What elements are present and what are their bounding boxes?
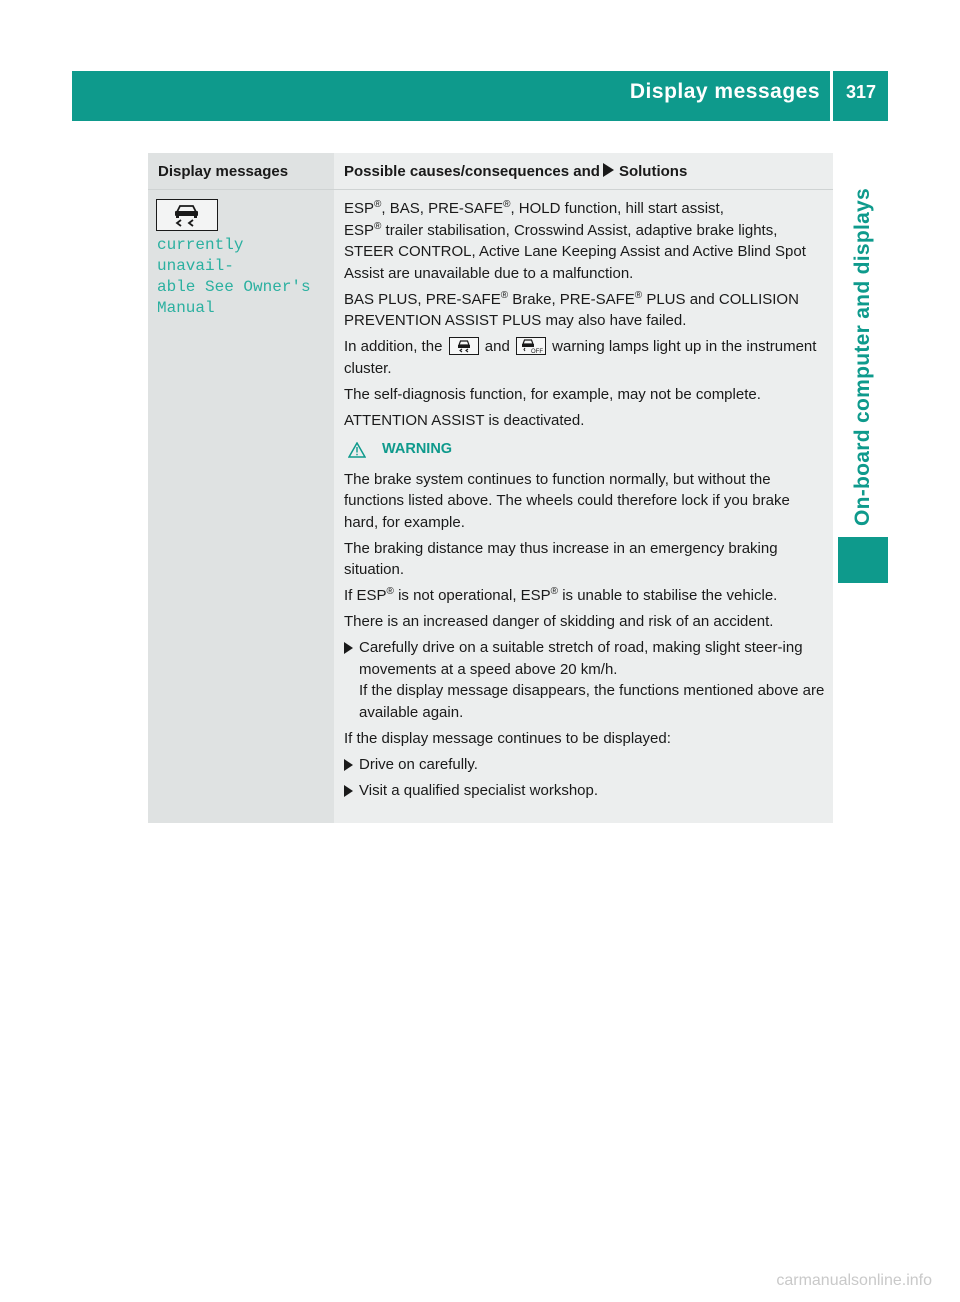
step-arrow-icon (344, 759, 353, 771)
paragraph: ATTENTION ASSIST is deactivated. (344, 411, 585, 429)
section-title: Display messages (629, 80, 820, 103)
chapter-tab (838, 132, 888, 582)
column-header-display-messages: Display messages (158, 163, 289, 180)
esp-off-lamp-icon (516, 337, 546, 355)
play-arrow-icon (603, 163, 614, 177)
paragraph: BAS PLUS, PRE-SAFE® Brake, PRE-SAFE® PLUS and COLLISION PREVENTION ASSIST PLUS may also have failed. (344, 289, 799, 329)
chapter-tab-label: On-board computer and displays (851, 187, 874, 527)
warning-triangle-icon (348, 442, 366, 458)
paragraph: If the display message continues to be displayed: (344, 729, 671, 747)
paragraph: If ESP® is not operational, ESP® is unable to stabilise the vehicle. (344, 586, 778, 604)
display-messages-table (148, 153, 833, 823)
instruction-step: Carefully drive on a suitable stretch of road, making slight steer‐ing movements at a speed above 20 km/h. If the display message disappears, the functions mentioned above are available again. (344, 637, 828, 723)
warning-heading (344, 439, 828, 461)
header-bar (72, 71, 888, 121)
table-header (148, 153, 833, 190)
step-arrow-icon (344, 785, 353, 797)
paragraph: In addition, the and OFF warning lamps light up in the instrument cluster. (344, 338, 817, 377)
paragraph: ESP®, BAS, PRE-SAFE®, HOLD function, hill start assist, ESP® trailer stabilisation, Crosswind Assist, adaptive brake lights, STEER CONTROL, Active Lane Keeping Assist and Active Blind Spot Assist are unavailable due to a malfunction. (344, 199, 806, 282)
display-message-text: currently unavail‐ able See Owner's Manual (157, 236, 311, 317)
svg-text:OFF: OFF (530, 349, 543, 354)
step-arrow-icon (344, 642, 353, 654)
paragraph: The self-diagnosis function, for example, may not be complete. (344, 385, 761, 403)
watermark-footer: carmanualsonline.info (776, 1272, 932, 1289)
car-skid-icon (157, 200, 216, 229)
esp-warning-lamp-icon (449, 337, 479, 355)
warning-label: WARNING (382, 441, 453, 457)
page-number: 317 (845, 82, 877, 102)
header-divider (830, 71, 833, 121)
instruction-step: Visit a qualified specialist workshop. (344, 780, 828, 802)
paragraph: The braking distance may thus increase in an emergency braking situation. (344, 539, 778, 578)
paragraph: The brake system continues to function normally, but without the functions listed above. The wheels could therefore lock if you brake hard, for example. (344, 470, 790, 531)
paragraph: There is an increased danger of skidding and risk of an accident. (344, 613, 774, 630)
causes-solutions-content (344, 198, 828, 806)
chapter-marker (838, 537, 888, 583)
instruction-step: Drive on carefully. (344, 754, 828, 776)
esp-skid-icon (156, 199, 218, 231)
column-header-causes: Possible causes/consequences and Solutions (344, 163, 688, 180)
